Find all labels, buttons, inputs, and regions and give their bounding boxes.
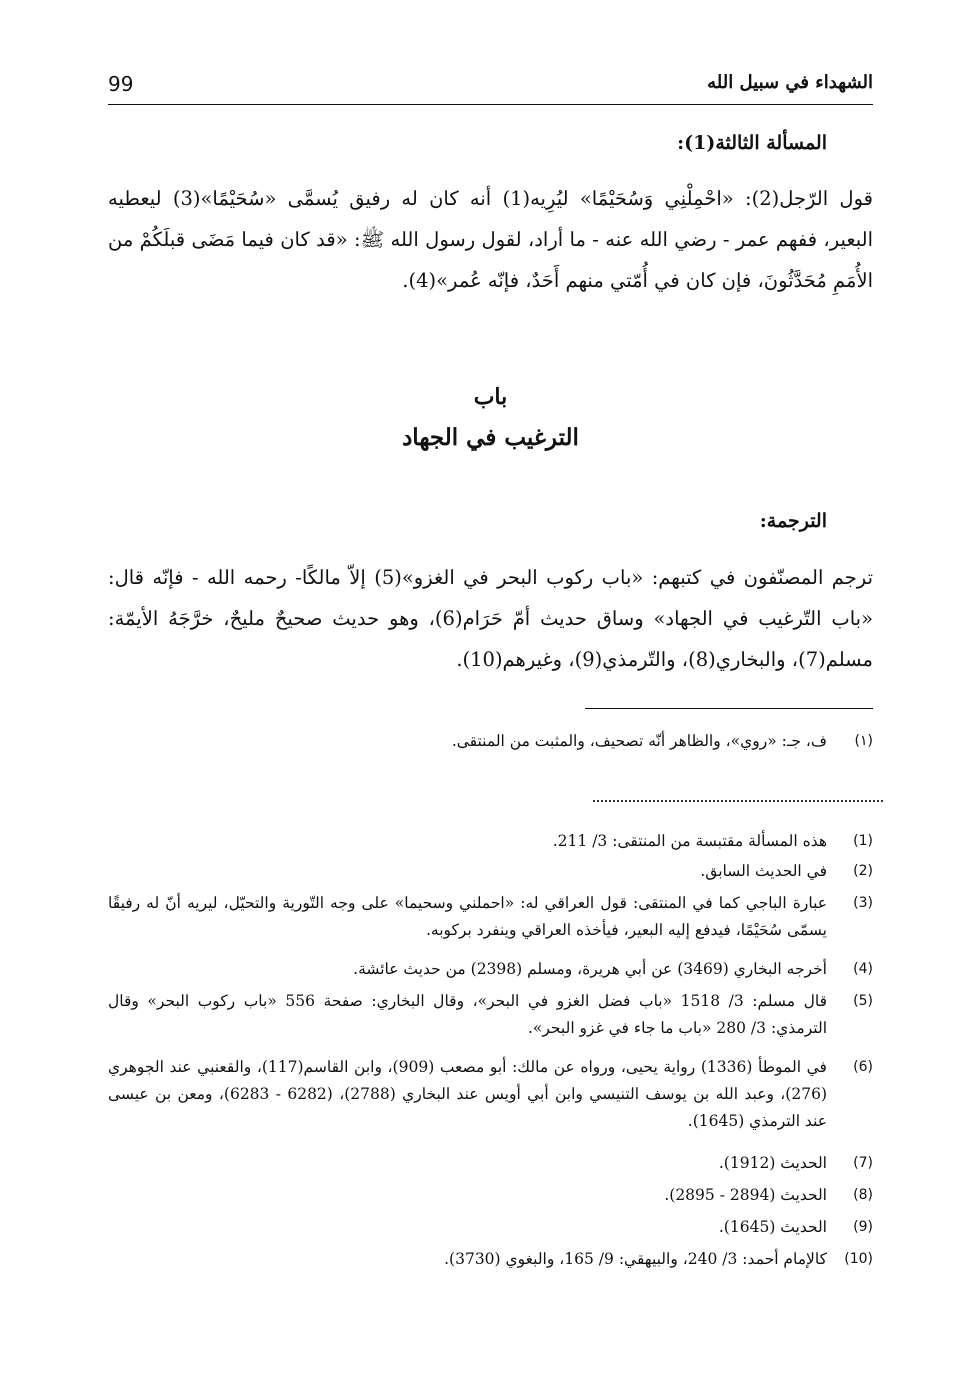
footnote-number: (8)	[853, 1187, 873, 1203]
footnote	[108, 1054, 873, 1135]
page-number: 99	[108, 72, 134, 96]
footnote-number: (1)	[853, 833, 873, 849]
footnote-number: (3)	[853, 895, 873, 911]
paragraph-translation: ترجم المصنّفون في كتبهم: «باب ركوب البحر في الغزو»(5) إلاّ مالكًا- رحمه الله - فإنّه قال: «باب التّرغيب في الجهاد» وساق حديث أمّ حَرَام(6)، وهو حديث صحيحٌ مليحٌ، خرَّجَهُ الأيمّة: مسلم(7)، والبخاري(8)، والتّرمذي(9)، وغيرهم(10).	[108, 566, 873, 671]
edition-note-number: (١)	[854, 733, 873, 749]
footnote-text: في الحديث السابق.	[700, 862, 827, 880]
chapter-title: الترغيب في الجهاد	[402, 424, 579, 451]
footnote-text: عبارة الباجي كما في المنتقى: قول العراقي له: «احملني وسحيما» على وجه التّورية والتحيّل، ليريه أنّ له رفيقًا يسمّى سُحَيْمًا، فيدفع إليه البعير، فيأخذه العراقي وينفرد بركوبه.	[108, 894, 827, 939]
edition-note-text: ف، جـ: «روي»، والظاهر أنّه تصحيف، والمثبت من المنتقى.	[451, 732, 827, 750]
footnote	[108, 1150, 873, 1177]
footnote-text: كالإمام أحمد: 3/ 240، والبيهقي: 9/ 165، والبغوي (3730).	[444, 1250, 827, 1268]
running-header	[108, 72, 873, 106]
edition-notes-rule	[585, 708, 873, 709]
section-heading-translation: الترجمة:	[759, 510, 827, 532]
footnote	[108, 988, 873, 1042]
footnote-text: في الموطأ (1336) رواية يحيى، ورواه عن مالك: أبو مصعب (909)، وابن القاسم(117)، والقعنبي عند الجوهري (276)، وعبد الله بن يوسف التنيسي وابن أبي أويس عند البخاري (2788)، (6282 - 6283)، ومعن بن عيسى عند الترمذي (1645).	[108, 1058, 827, 1130]
footnote	[108, 1214, 873, 1241]
footnote	[108, 828, 873, 855]
paragraph-third-issue: قول الرّجل(2): «احْمِلْنِي وَسُحَيْمًا» ليُرِيه(1) أنه كان له رفيق يُسمَّى «سُحَيْمًا»(3) ليعطيه البعير، ففهم عمر - رضي الله عنه - ما أراد، لقول رسول الله ﷺ: «قد كان فيما مَضَى قبلَكُمْ من الأُمَمِ مُحَدَّثُونَ، فإن كان في أُمّتي منهم أَحَدٌ، فإنّه عُمر»(4).	[108, 187, 873, 292]
footnote-text: الحديث (1912).	[718, 1154, 827, 1172]
footnote-text: هذه المسألة مقتبسة من المنتقى: 3/ 211.	[552, 832, 827, 850]
footnote-text: قال مسلم: 3/ 1518 «باب فضل الغزو في البحر»، وقال البخاري: صفحة 556 «باب ركوب البحر» وقال الترمذي: 3/ 280 «باب ما جاء في غزو البحر».	[108, 992, 827, 1037]
section-heading-third-issue: المسألة الثالثة(1):	[677, 132, 827, 154]
chapter-label: باب	[473, 384, 508, 410]
footnote	[108, 890, 873, 944]
footnote-number: (9)	[853, 1219, 873, 1235]
footnote	[108, 1246, 873, 1273]
footnote-number: (5)	[853, 993, 873, 1009]
footnote-number: (10)	[844, 1251, 873, 1267]
footnote-text: الحديث (2894 - 2895).	[664, 1186, 827, 1204]
footnote-number: (2)	[853, 863, 873, 879]
footnote	[108, 1182, 873, 1209]
footnote-number: (4)	[853, 961, 873, 977]
footnote	[108, 858, 873, 885]
footnote	[108, 956, 873, 983]
edition-note	[108, 728, 873, 755]
header-rule	[108, 104, 873, 105]
footnote-text: أخرجه البخاري (3469) عن أبي هريرة، ومسلم (2398) من حديث عائشة.	[353, 960, 827, 978]
footnote-number: (7)	[853, 1155, 873, 1171]
footnotes-dotted-separator	[593, 800, 883, 802]
footnote-number: (6)	[853, 1059, 873, 1075]
footnote-text: الحديث (1645).	[718, 1218, 827, 1236]
running-title: الشهداء في سبيل الله	[707, 72, 873, 93]
